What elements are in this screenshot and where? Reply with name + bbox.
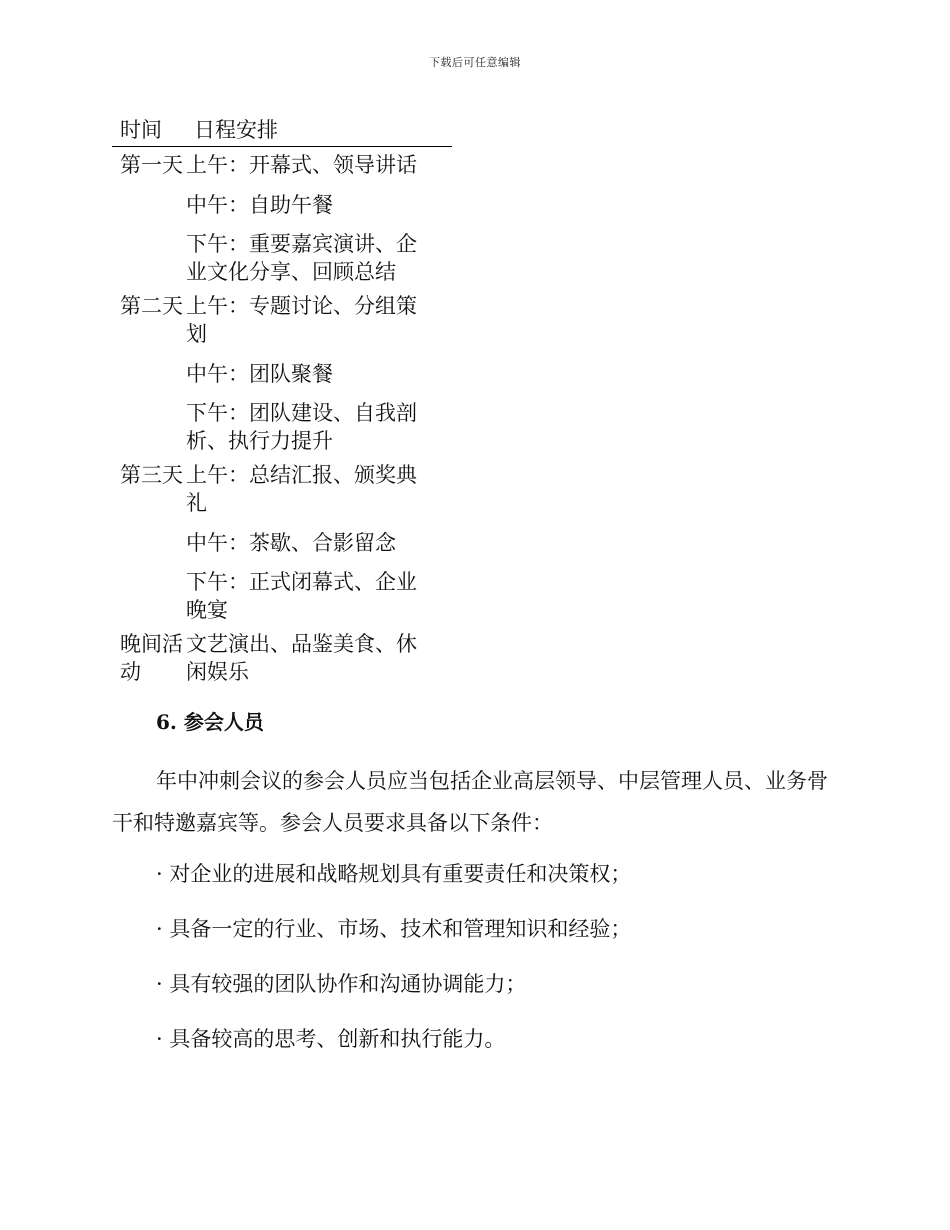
schedule-table	[112, 112, 452, 690]
bullet-item: · 具备一定的行业、市场、技术和管理知识和经验；	[156, 917, 632, 941]
content-cell: 上午：开幕式、领导讲话	[186, 153, 417, 177]
header-time: 时间	[112, 112, 186, 147]
time-cell	[112, 562, 186, 626]
content-cell: 下午：重要嘉宾演讲、企业文化分享、回顾总结	[186, 232, 417, 284]
time-cell: 晚间活动	[120, 632, 183, 684]
content-cell: 上午：总结汇报、颁奖典礼	[186, 463, 417, 515]
time-cell	[112, 224, 186, 288]
table-row	[112, 288, 452, 352]
table-row	[112, 183, 452, 224]
content-cell: 下午：团队建设、自我剖析、执行力提升	[186, 401, 417, 453]
time-cell: 第二天	[120, 294, 183, 318]
content-cell: 上午：专题讨论、分组策划	[186, 294, 417, 346]
time-cell	[112, 352, 186, 393]
time-cell: 第三天	[120, 463, 183, 487]
table-row	[112, 224, 452, 288]
content-cell: 下午：正式闭幕式、企业晚宴	[186, 570, 417, 622]
page-header: 下载后可任意编辑	[429, 56, 521, 69]
table-header-row	[112, 112, 452, 147]
table-row	[112, 147, 452, 184]
bullet-item: · 具有较强的团队协作和沟通协调能力；	[156, 972, 527, 996]
header-content: 日程安排	[186, 112, 452, 147]
table-row	[112, 626, 452, 690]
table-row	[112, 393, 452, 457]
table-row	[112, 521, 452, 562]
section-title: 6. 参会人员	[156, 710, 264, 734]
content-cell: 中午：自助午餐	[186, 193, 333, 217]
table-row	[112, 457, 452, 521]
bullet-item: · 对企业的进展和战略规划具有重要责任和决策权；	[156, 862, 632, 886]
time-cell: 第一天	[120, 153, 183, 177]
content-cell: 中午：团队聚餐	[186, 362, 333, 386]
section-paragraph: 年中冲刺会议的参会人员应当包括企业高层领导、中层管理人员、业务骨干和特邀嘉宾等。参会人员要求具备以下条件：	[112, 769, 828, 835]
time-cell	[112, 393, 186, 457]
content-cell: 文艺演出、品鉴美食、休闲娱乐	[186, 632, 417, 684]
content-cell: 中午：茶歇、合影留念	[186, 531, 396, 555]
time-cell	[112, 521, 186, 562]
time-cell	[112, 183, 186, 224]
bullet-item: · 具备较高的思考、创新和执行能力。	[156, 1027, 506, 1051]
table-row	[112, 562, 452, 626]
table-row	[112, 352, 452, 393]
